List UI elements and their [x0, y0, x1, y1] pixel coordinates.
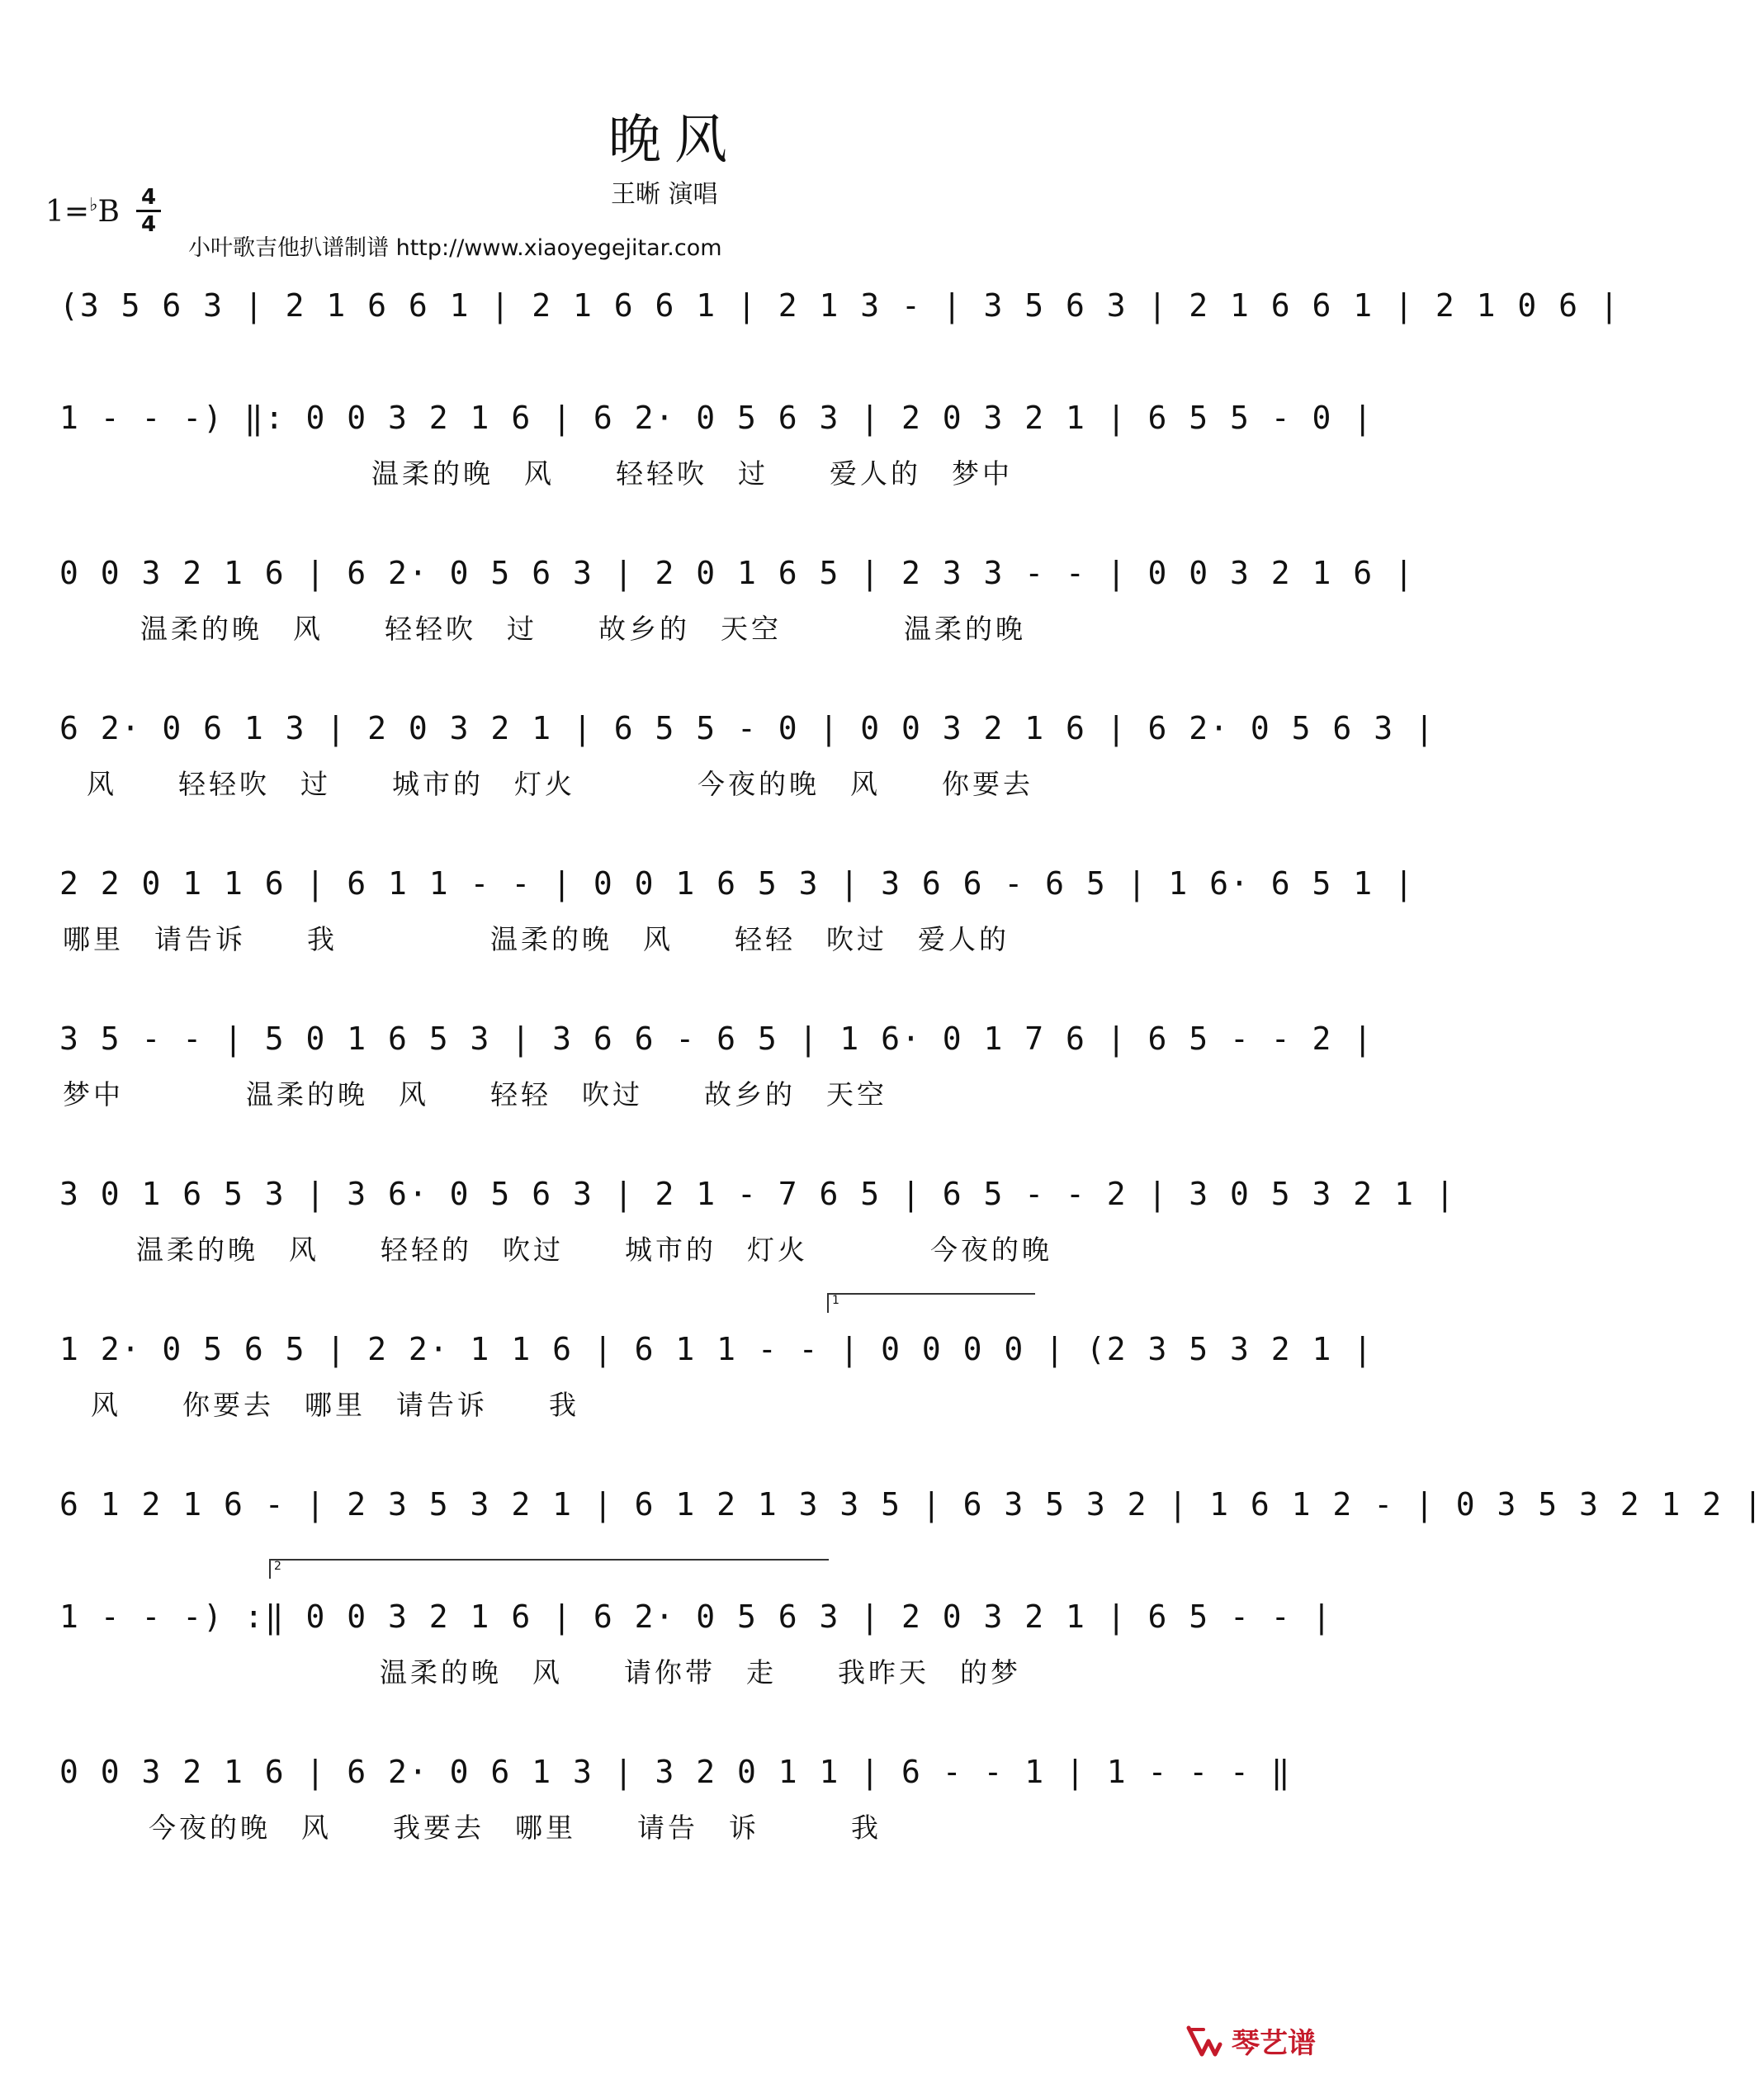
- score-line-7-notes: 3 0 1 6 5 3 | 3 6· 0 5 6 3 | 2 1 - 7 6 5 | 6 5 - - 2 | 3 0 5 3 2 1 |: [59, 1176, 1456, 1212]
- volta-2: 2: [269, 1559, 829, 1579]
- transcriber-credit: 小叶歌吉他扒谱制谱 http://www.xiaoyegejitar.com: [188, 235, 722, 261]
- volta-1: 1: [827, 1293, 1035, 1313]
- score-line-6-lyrics: 梦中 温柔的晚 风 轻轻 吹过 故乡的 天空: [63, 1078, 887, 1111]
- score-line-7-lyrics: 温柔的晚 风 轻轻的 吹过 城市的 灯火 今夜的晚: [136, 1234, 1052, 1266]
- score-line-1-notes: (3 5 6 3 | 2 1 6 6 1 | 2 1 6 6 1 | 2 1 3 - | 3 5 6 3 | 2 1 6 6 1 | 2 1 0 6 |: [59, 287, 1620, 324]
- watermark-logo: [1184, 2020, 1316, 2061]
- score-line-11-notes: 0 0 3 2 1 6 | 6 2· 0 6 1 3 | 3 2 0 1 1 | 6 - - 1 | 1 - - - ‖: [59, 1754, 1292, 1790]
- score-line-10-notes: 1 - - -) :‖ 0 0 3 2 1 6 | 6 2· 0 5 6 3 | 2 0 3 2 1 | 6 5 - - |: [59, 1599, 1333, 1635]
- score-line-3-lyrics: 温柔的晚 风 轻轻吹 过 故乡的 天空 温柔的晚: [140, 613, 1026, 645]
- score-line-4-lyrics: 风 轻轻吹 过 城市的 灯火 今夜的晚 风 你要去: [87, 768, 1033, 800]
- key-note: B: [97, 195, 120, 229]
- song-title: 晚风: [608, 110, 740, 171]
- score-line-9-notes: 6 1 2 1 6 - | 2 3 5 3 2 1 | 6 1 2 1 3 3 5 | 6 3 5 3 2 | 1 6 1 2 - | 0 3 5 3 2 1 2 |: [59, 1486, 1764, 1523]
- key-prefix: 1=: [45, 195, 90, 229]
- score-line-10-lyrics: 温柔的晚 风 请你带 走 我昨天 的梦: [380, 1656, 1021, 1689]
- score-line-2-notes: 1 - - -) ‖: 0 0 3 2 1 6 | 6 2· 0 5 6 3 | 2 0 3 2 1 | 6 5 5 - 0 |: [59, 400, 1374, 436]
- flat-sign: ♭: [89, 195, 98, 216]
- qinyipu-logo-icon: [1184, 2023, 1225, 2059]
- time-bottom: 4: [140, 212, 157, 237]
- score-line-5-notes: 2 2 0 1 1 6 | 6 1 1 - - | 0 0 1 6 5 3 | 3 6 6 - 6 5 | 1 6· 6 5 1 |: [59, 865, 1415, 902]
- score-line-4-notes: 6 2· 0 6 1 3 | 2 0 3 2 1 | 6 5 5 - 0 | 0 0 3 2 1 6 | 6 2· 0 5 6 3 |: [59, 710, 1435, 746]
- watermark-text: 琴艺谱: [1232, 2027, 1316, 2060]
- key-signature: [45, 195, 120, 229]
- score-line-2-lyrics: 温柔的晚 风 轻轻吹 过 爱人的 梦中: [371, 457, 1013, 490]
- score-line-11-lyrics: 今夜的晚 风 我要去 哪里 请告 诉 我: [149, 1812, 882, 1844]
- score-line-6-notes: 3 5 - - | 5 0 1 6 5 3 | 3 6 6 - 6 5 | 1 6· 0 1 7 6 | 6 5 - - 2 |: [59, 1021, 1374, 1057]
- score-line-5-lyrics: 哪里 请告诉 我 温柔的晚 风 轻轻 吹过 爱人的: [63, 923, 1010, 955]
- time-signature: [136, 187, 161, 235]
- time-top: 4: [140, 185, 157, 210]
- score-line-8-notes: 1 2· 0 5 6 5 | 2 2· 1 1 6 | 6 1 1 - - | 0 0 0 0 | (2 3 5 3 2 1 |: [59, 1331, 1374, 1367]
- singer-credit: 王晰 演唱: [611, 180, 718, 209]
- score-line-8-lyrics: 风 你要去 哪里 请告诉 我: [91, 1389, 579, 1421]
- score-line-3-notes: 0 0 3 2 1 6 | 6 2· 0 5 6 3 | 2 0 1 6 5 | 2 3 3 - - | 0 0 3 2 1 6 |: [59, 555, 1415, 591]
